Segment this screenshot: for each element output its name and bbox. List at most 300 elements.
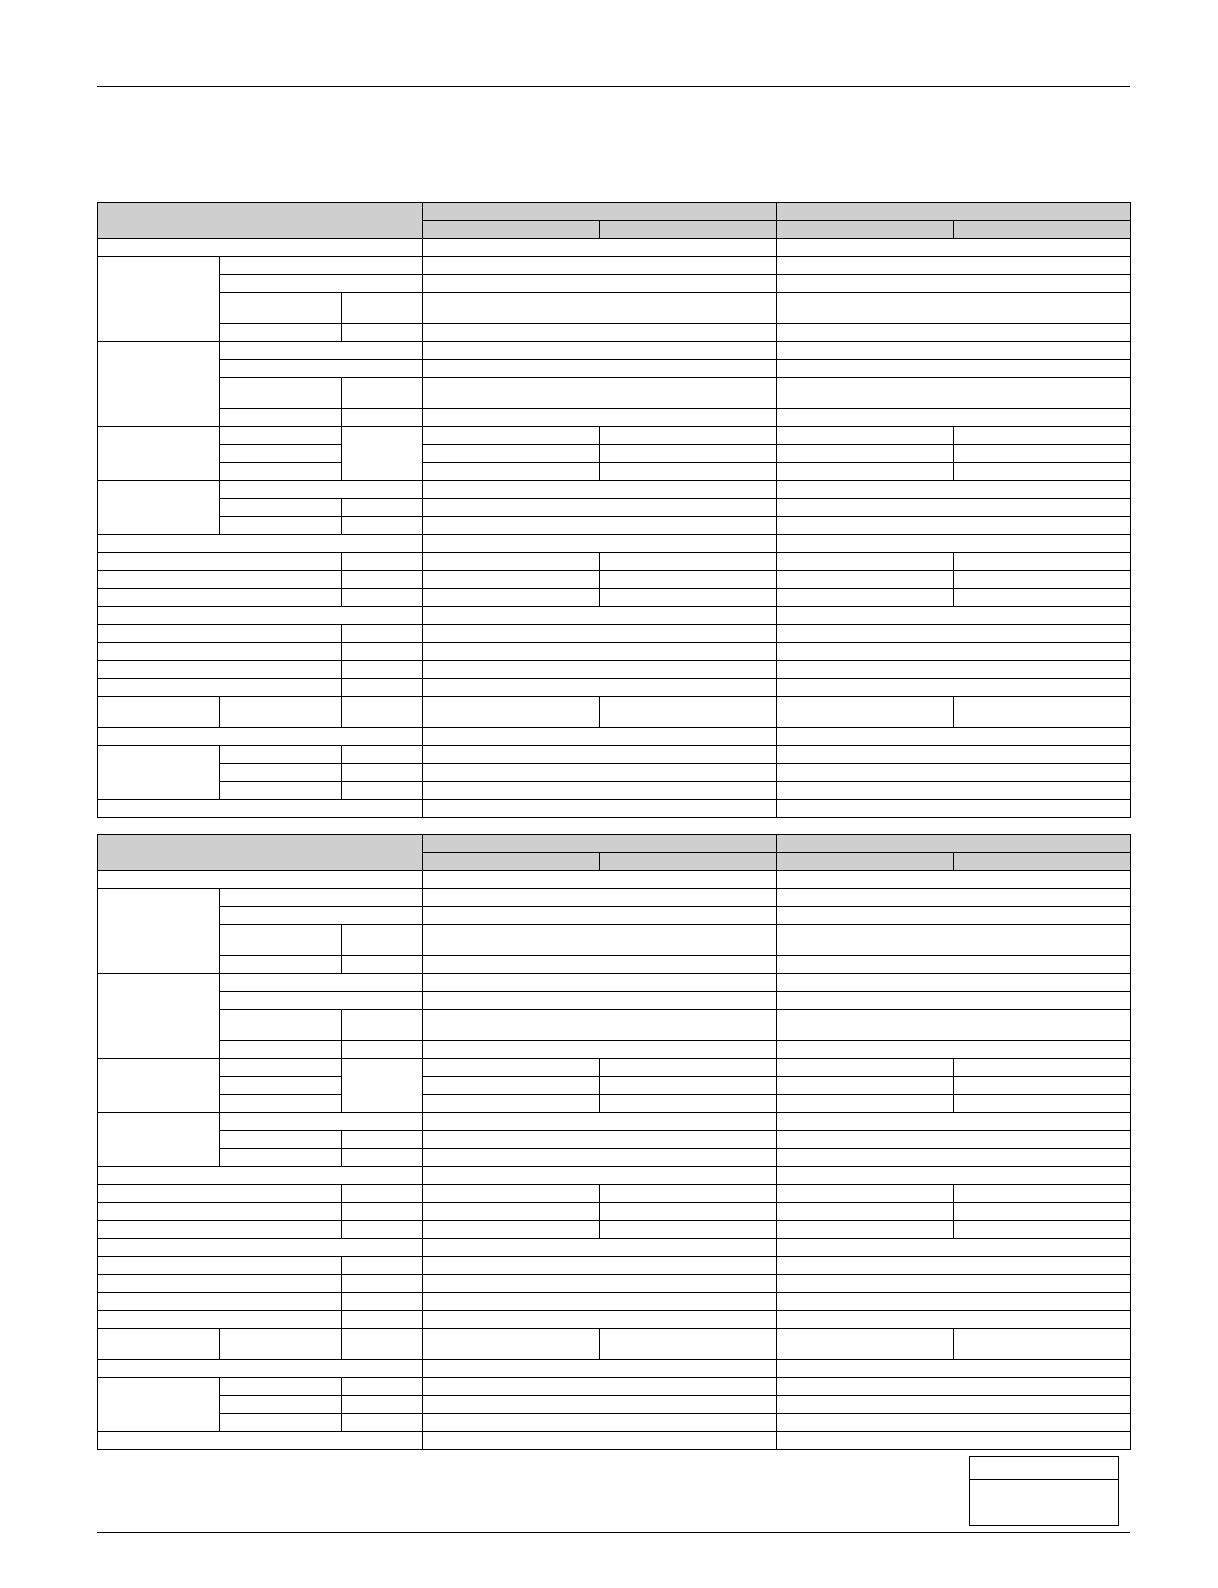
table-cell bbox=[954, 1203, 1131, 1221]
header-cell bbox=[423, 203, 777, 221]
table-cell bbox=[98, 728, 423, 746]
table-cell bbox=[600, 427, 777, 445]
table-cell bbox=[423, 589, 600, 607]
table-cell bbox=[777, 643, 1131, 661]
table-cell bbox=[342, 427, 423, 481]
table-cell bbox=[98, 1185, 342, 1203]
table-cell bbox=[777, 517, 1131, 535]
table-row bbox=[98, 728, 1131, 746]
table-cell bbox=[342, 1378, 423, 1396]
table-cell bbox=[98, 1293, 342, 1311]
table-cell bbox=[777, 481, 1131, 499]
table-cell bbox=[342, 643, 423, 661]
table-cell bbox=[342, 1257, 423, 1275]
table-cell bbox=[600, 463, 777, 481]
table-cell bbox=[423, 481, 777, 499]
header-cell bbox=[423, 853, 600, 871]
table-cell bbox=[423, 427, 600, 445]
table-cell bbox=[954, 1077, 1131, 1095]
table-cell bbox=[342, 1149, 423, 1167]
table-cell bbox=[98, 800, 423, 818]
table-row bbox=[98, 1257, 1131, 1275]
table-cell bbox=[98, 746, 220, 800]
table-cell bbox=[777, 1203, 954, 1221]
table-cell bbox=[342, 499, 423, 517]
table-cell bbox=[342, 1185, 423, 1203]
table-row bbox=[98, 871, 1131, 889]
table-cell bbox=[220, 764, 342, 782]
table-row bbox=[98, 481, 1131, 499]
header-cell bbox=[423, 835, 777, 853]
table-cell bbox=[600, 553, 777, 571]
table-cell bbox=[342, 1059, 423, 1113]
header-cell bbox=[954, 221, 1131, 239]
header-cell bbox=[98, 203, 423, 239]
table-cell bbox=[342, 409, 423, 427]
table-cell bbox=[98, 239, 423, 257]
table-cell bbox=[423, 1275, 777, 1293]
table-cell bbox=[98, 974, 220, 1059]
table-cell bbox=[423, 360, 777, 378]
table-cell bbox=[220, 1010, 342, 1041]
table-cell bbox=[600, 571, 777, 589]
table-row bbox=[98, 571, 1131, 589]
table-cell bbox=[423, 1113, 777, 1131]
table-cell bbox=[98, 1113, 220, 1167]
table-cell bbox=[600, 1221, 777, 1239]
table-cell bbox=[777, 342, 1131, 360]
table-cell bbox=[342, 324, 423, 342]
table-cell bbox=[342, 1396, 423, 1414]
table-cell bbox=[342, 1293, 423, 1311]
table-cell bbox=[423, 679, 777, 697]
table-cell bbox=[98, 679, 342, 697]
table-cell bbox=[220, 481, 423, 499]
table-cell bbox=[220, 697, 342, 728]
table-row bbox=[98, 1221, 1131, 1239]
table-row bbox=[98, 679, 1131, 697]
table-cell bbox=[220, 445, 342, 463]
header-cell bbox=[600, 221, 777, 239]
table-cell bbox=[777, 1378, 1131, 1396]
table-cell bbox=[98, 342, 220, 427]
table-cell bbox=[98, 1059, 220, 1113]
table-row bbox=[98, 1185, 1131, 1203]
table-row bbox=[98, 1396, 1131, 1414]
table-cell bbox=[777, 956, 1131, 974]
table-row bbox=[98, 1167, 1131, 1185]
header-cell bbox=[600, 853, 777, 871]
table-cell bbox=[220, 342, 423, 360]
table-cell bbox=[423, 1414, 777, 1432]
table-cell bbox=[777, 1396, 1131, 1414]
table-cell bbox=[98, 257, 220, 342]
table-cell bbox=[777, 589, 954, 607]
table-cell bbox=[423, 378, 777, 409]
table-cell bbox=[954, 1221, 1131, 1239]
table-cell bbox=[423, 1432, 777, 1450]
table-cell bbox=[423, 1095, 600, 1113]
table-cell bbox=[220, 956, 342, 974]
table-cell bbox=[423, 800, 777, 818]
table-cell bbox=[777, 1010, 1131, 1041]
table-row bbox=[98, 409, 1131, 427]
note-box bbox=[969, 1456, 1119, 1526]
table-cell bbox=[423, 1378, 777, 1396]
table-cell bbox=[423, 571, 600, 589]
table-cell bbox=[98, 1378, 220, 1432]
header-cell bbox=[777, 835, 1131, 853]
table-cell bbox=[954, 1185, 1131, 1203]
table-cell bbox=[342, 1010, 423, 1041]
table-row bbox=[98, 1275, 1131, 1293]
table-cell bbox=[423, 925, 777, 956]
table-cell bbox=[777, 360, 1131, 378]
table-cell bbox=[423, 625, 777, 643]
table-cell bbox=[98, 1432, 423, 1450]
table-row bbox=[98, 1010, 1131, 1041]
table-row bbox=[98, 1311, 1131, 1329]
table-cell bbox=[423, 871, 777, 889]
table-cell bbox=[777, 378, 1131, 409]
spec-table-2 bbox=[97, 834, 1131, 1450]
table-row bbox=[98, 1203, 1131, 1221]
table-cell bbox=[423, 293, 777, 324]
table-cell bbox=[342, 1275, 423, 1293]
table-cell bbox=[342, 517, 423, 535]
table-cell bbox=[98, 571, 342, 589]
table-cell bbox=[342, 1131, 423, 1149]
table-cell bbox=[220, 1149, 342, 1167]
table-cell bbox=[220, 974, 423, 992]
table-cell bbox=[423, 1167, 777, 1185]
table-cell bbox=[777, 1185, 954, 1203]
table-cell bbox=[98, 1257, 342, 1275]
table-cell bbox=[423, 499, 777, 517]
table-cell bbox=[220, 1414, 342, 1432]
table-cell bbox=[600, 1059, 777, 1077]
table-cell bbox=[777, 463, 954, 481]
table-cell bbox=[342, 956, 423, 974]
table-cell bbox=[220, 782, 342, 800]
table-row bbox=[98, 445, 1131, 463]
table-cell bbox=[342, 782, 423, 800]
table-row bbox=[98, 746, 1131, 764]
table-cell bbox=[220, 409, 342, 427]
table-cell bbox=[423, 643, 777, 661]
table-cell bbox=[423, 1010, 777, 1041]
table-cell bbox=[600, 1203, 777, 1221]
table-cell bbox=[98, 481, 220, 535]
table-row bbox=[98, 293, 1131, 324]
table-cell bbox=[220, 499, 342, 517]
table-row bbox=[98, 697, 1131, 728]
table-cell bbox=[220, 1329, 342, 1360]
table-cell bbox=[954, 1329, 1131, 1360]
table-cell bbox=[98, 1329, 220, 1360]
table-cell bbox=[220, 1113, 423, 1131]
table-cell bbox=[98, 661, 342, 679]
table-cell bbox=[98, 589, 342, 607]
table-cell bbox=[777, 746, 1131, 764]
table-cell bbox=[777, 324, 1131, 342]
table-cell bbox=[423, 1131, 777, 1149]
table-cell bbox=[220, 1059, 342, 1077]
table-cell bbox=[777, 1041, 1131, 1059]
table-cell bbox=[220, 1077, 342, 1095]
table-cell bbox=[777, 1077, 954, 1095]
table-cell bbox=[423, 1149, 777, 1167]
table-cell bbox=[98, 535, 423, 553]
table-cell bbox=[220, 925, 342, 956]
table-cell bbox=[777, 907, 1131, 925]
table-cell bbox=[423, 1077, 600, 1095]
table-cell bbox=[423, 764, 777, 782]
table-cell bbox=[98, 607, 423, 625]
table-cell bbox=[423, 1221, 600, 1239]
table-cell bbox=[98, 427, 220, 481]
table-cell bbox=[220, 907, 423, 925]
table-row bbox=[98, 764, 1131, 782]
table-cell bbox=[600, 1095, 777, 1113]
table-cell bbox=[777, 625, 1131, 643]
table-cell bbox=[423, 746, 777, 764]
table-cell bbox=[98, 1239, 423, 1257]
table-cell bbox=[777, 871, 1131, 889]
table-cell bbox=[777, 1432, 1131, 1450]
table-cell bbox=[777, 800, 1131, 818]
table-cell bbox=[98, 697, 220, 728]
table-cell bbox=[777, 239, 1131, 257]
table-cell bbox=[220, 324, 342, 342]
table-cell bbox=[777, 1414, 1131, 1432]
table-cell bbox=[777, 275, 1131, 293]
table-cell bbox=[342, 625, 423, 643]
table-row bbox=[98, 257, 1131, 275]
table-cell bbox=[220, 1095, 342, 1113]
table-cell bbox=[98, 643, 342, 661]
table-cell bbox=[423, 1257, 777, 1275]
table-cell bbox=[777, 571, 954, 589]
table-cell bbox=[777, 728, 1131, 746]
table-cell bbox=[220, 1378, 342, 1396]
table-cell bbox=[98, 1311, 342, 1329]
table-row bbox=[98, 925, 1131, 956]
table-cell bbox=[777, 1311, 1131, 1329]
table-cell bbox=[777, 445, 954, 463]
footer-rule bbox=[97, 1532, 1130, 1533]
table-row bbox=[98, 1239, 1131, 1257]
table-cell bbox=[220, 889, 423, 907]
table-cell bbox=[220, 463, 342, 481]
table-cell bbox=[777, 1257, 1131, 1275]
table-cell bbox=[954, 427, 1131, 445]
table-cell bbox=[954, 463, 1131, 481]
table-cell bbox=[220, 1041, 342, 1059]
table-cell bbox=[342, 697, 423, 728]
table-row bbox=[98, 1432, 1131, 1450]
table-cell bbox=[423, 992, 777, 1010]
table-cell bbox=[777, 925, 1131, 956]
table-cell bbox=[777, 697, 954, 728]
table-cell bbox=[342, 764, 423, 782]
table-cell bbox=[777, 661, 1131, 679]
table-row bbox=[98, 974, 1131, 992]
table-cell bbox=[423, 1293, 777, 1311]
table-row bbox=[98, 1113, 1131, 1131]
table-cell bbox=[423, 535, 777, 553]
table-cell bbox=[777, 1149, 1131, 1167]
table-cell bbox=[423, 907, 777, 925]
header-cell bbox=[98, 835, 423, 871]
table-cell bbox=[423, 275, 777, 293]
table-cell bbox=[98, 1221, 342, 1239]
table-cell bbox=[777, 1095, 954, 1113]
header-cell bbox=[777, 853, 954, 871]
table-cell bbox=[98, 871, 423, 889]
table-cell bbox=[777, 1275, 1131, 1293]
table-header-row bbox=[98, 835, 1131, 853]
table-row bbox=[98, 1149, 1131, 1167]
table-cell bbox=[98, 553, 342, 571]
table-cell bbox=[777, 1360, 1131, 1378]
table-cell bbox=[777, 1131, 1131, 1149]
table-cell bbox=[777, 1059, 954, 1077]
table-cell bbox=[777, 535, 1131, 553]
table-cell bbox=[98, 1167, 423, 1185]
table-cell bbox=[342, 1203, 423, 1221]
table-row bbox=[98, 360, 1131, 378]
table-cell bbox=[423, 607, 777, 625]
table-cell bbox=[423, 1059, 600, 1077]
table-row bbox=[98, 553, 1131, 571]
table-cell bbox=[423, 1360, 777, 1378]
table-cell bbox=[777, 257, 1131, 275]
table-cell bbox=[98, 889, 220, 974]
table-cell bbox=[777, 889, 1131, 907]
table-cell bbox=[600, 445, 777, 463]
table-cell bbox=[777, 1293, 1131, 1311]
table-cell bbox=[777, 1239, 1131, 1257]
table-cell bbox=[423, 889, 777, 907]
table-row bbox=[98, 607, 1131, 625]
table-cell bbox=[342, 589, 423, 607]
table-cell bbox=[342, 746, 423, 764]
table-row bbox=[98, 239, 1131, 257]
table-cell bbox=[423, 728, 777, 746]
table-cell bbox=[220, 427, 342, 445]
table-cell bbox=[423, 1041, 777, 1059]
header-cell bbox=[777, 203, 1131, 221]
table-cell bbox=[220, 275, 423, 293]
table-row bbox=[98, 1360, 1131, 1378]
table-cell bbox=[342, 679, 423, 697]
table-cell bbox=[777, 427, 954, 445]
table-row bbox=[98, 378, 1131, 409]
table-cell bbox=[954, 1095, 1131, 1113]
table-cell bbox=[98, 1203, 342, 1221]
table-cell bbox=[423, 782, 777, 800]
table-row bbox=[98, 275, 1131, 293]
table-cell bbox=[777, 293, 1131, 324]
table-row bbox=[98, 499, 1131, 517]
table-row bbox=[98, 324, 1131, 342]
table-row bbox=[98, 1329, 1131, 1360]
table-row bbox=[98, 643, 1131, 661]
table-cell bbox=[342, 1221, 423, 1239]
table-cell bbox=[777, 992, 1131, 1010]
table-cell bbox=[423, 463, 600, 481]
table-cell bbox=[98, 1360, 423, 1378]
table-cell bbox=[423, 697, 600, 728]
table-cell bbox=[220, 378, 342, 409]
table-row bbox=[98, 1059, 1131, 1077]
table-row bbox=[98, 625, 1131, 643]
table-cell bbox=[954, 1059, 1131, 1077]
table-row bbox=[98, 907, 1131, 925]
table-cell bbox=[600, 697, 777, 728]
table-row bbox=[98, 517, 1131, 535]
table-row bbox=[98, 1131, 1131, 1149]
table-cell bbox=[600, 589, 777, 607]
table-row bbox=[98, 1041, 1131, 1059]
spec-table-1 bbox=[97, 202, 1131, 818]
table-cell bbox=[342, 553, 423, 571]
table-cell bbox=[342, 1414, 423, 1432]
table-cell bbox=[423, 661, 777, 679]
table-cell bbox=[423, 974, 777, 992]
table-row bbox=[98, 1378, 1131, 1396]
table-row bbox=[98, 1095, 1131, 1113]
table-row bbox=[98, 589, 1131, 607]
table-cell bbox=[777, 607, 1131, 625]
table-row bbox=[98, 1414, 1131, 1432]
table-cell bbox=[423, 553, 600, 571]
table-row bbox=[98, 463, 1131, 481]
table-cell bbox=[220, 746, 342, 764]
table-row bbox=[98, 782, 1131, 800]
table-cell bbox=[777, 553, 954, 571]
table-cell bbox=[423, 1239, 777, 1257]
table-cell bbox=[423, 445, 600, 463]
table-header-row bbox=[98, 203, 1131, 221]
table-cell bbox=[342, 1329, 423, 1360]
header-cell bbox=[777, 221, 954, 239]
table-cell bbox=[423, 239, 777, 257]
table-cell bbox=[423, 517, 777, 535]
table-cell bbox=[600, 1329, 777, 1360]
table-row bbox=[98, 956, 1131, 974]
table-cell bbox=[342, 1311, 423, 1329]
table-cell bbox=[777, 764, 1131, 782]
table-cell bbox=[777, 1221, 954, 1239]
table-cell bbox=[777, 974, 1131, 992]
table-cell bbox=[777, 782, 1131, 800]
table-row bbox=[98, 535, 1131, 553]
table-cell bbox=[954, 445, 1131, 463]
table-cell bbox=[220, 1131, 342, 1149]
table-cell bbox=[777, 1167, 1131, 1185]
table-row bbox=[98, 1077, 1131, 1095]
note-box-divider bbox=[970, 1479, 1118, 1480]
table-row bbox=[98, 992, 1131, 1010]
table-cell bbox=[777, 409, 1131, 427]
table-cell bbox=[342, 378, 423, 409]
table-row bbox=[98, 342, 1131, 360]
table-row bbox=[98, 800, 1131, 818]
table-cell bbox=[423, 342, 777, 360]
table-row bbox=[98, 427, 1131, 445]
